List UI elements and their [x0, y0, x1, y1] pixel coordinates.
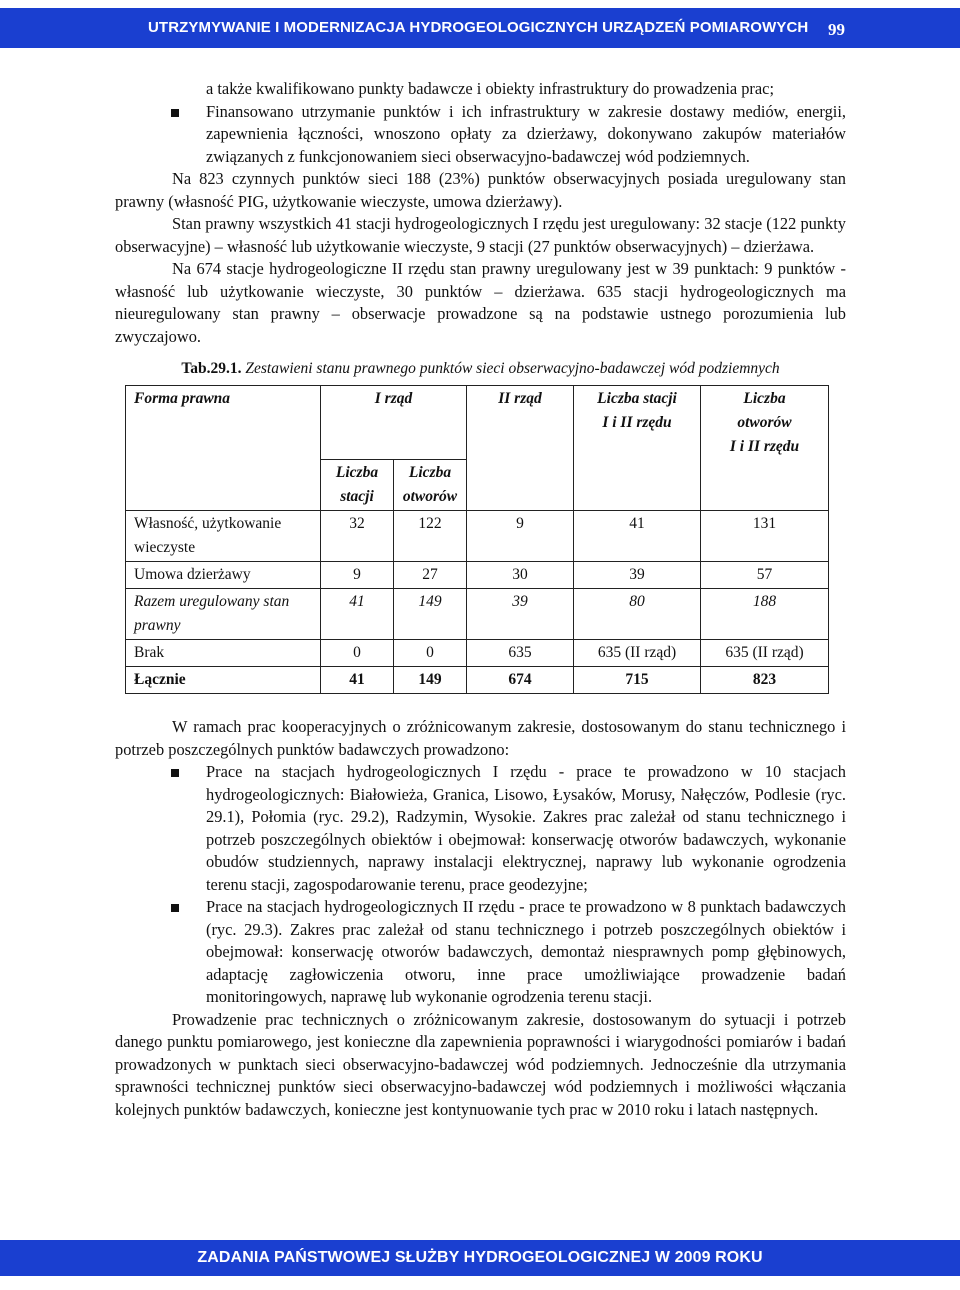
cell: 39: [467, 589, 574, 640]
table-caption-text: Zestawieni stanu prawnego punktów sieci obserwacyjno-badawczej wód podziemnych: [241, 360, 780, 377]
cell: 41: [574, 511, 701, 562]
legal-status-table: [125, 385, 829, 695]
table-row: [126, 511, 829, 562]
paragraph: Prowadzenie prac technicznych o zróżnicowanym zakresie, dostosowanym do sytuacji i potrzeb danego punktu pomiarowego, jest konieczne dla zapewnienia poprawności i wiarygodności pomiarów i badań prowadzonych w punktach sieci obserwacyjno-badawczej wód podziemnych. Jednocześnie dla utrzymania sprawności technicznej punktów sieci obserwacyjno-badawczej wód podziemnych i możliwości włączania kolejnych punktów badawczych, konieczne jest kontynuowanie tych prac w 2010 roku i latach następnych.: [115, 1009, 846, 1119]
header-title: UTRZYMYWANIE I MODERNIZACJA HYDROGEOLOGICZNYCH URZĄDZEŃ POMIAROWYCH: [148, 19, 809, 36]
cell: 57: [701, 562, 829, 589]
paragraph-continuation: a także kwalifikowano punkty badawcze i obiekty infrastruktury do prowadzenia prac;: [206, 79, 774, 98]
cell: 635 (II rząd): [574, 640, 701, 667]
paragraph: Na 674 stacje hydrogeologiczne II rzędu stan prawny uregulowany jest w 39 punktach: 9 punktów - własność lub użytkowanie wieczyste, 30 punktów – dzierżawa. 635 stacji hydrogeologicznych ma nieuregulowany stan prawny – obserwacje prowadzone są na podstawie ustnego porozumienia lub zwyczajowo.: [115, 259, 846, 346]
table-total-row: [126, 667, 829, 694]
cell: 0: [321, 640, 394, 667]
cell: 131: [701, 511, 829, 562]
cell: 635 (II rząd): [701, 640, 829, 667]
cell: 823: [701, 667, 829, 694]
bullet-square-icon: [171, 769, 179, 777]
table-row: [126, 562, 829, 589]
bullet-square-icon: [171, 904, 179, 912]
bullet-item: [115, 761, 846, 896]
cell: 9: [321, 562, 394, 589]
header-otworow-filler: [701, 460, 829, 511]
header-forma: Forma prawna: [126, 385, 321, 460]
bullet-text: Finansowano utrzymanie punktów i ich infrastruktury w zakresie dostawy mediów, energii, zapewnienia łączności, wnoszono opłaty za dzierżawy, dokonywano zakupów materiałów związanych z funkcjonowaniem sieci obserwacyjno-badawczej wód podziemnych.: [206, 101, 846, 166]
header-stacji: Liczba stacji I i II rzędu: [574, 385, 701, 460]
cell: 188: [701, 589, 829, 640]
cell: 41: [321, 589, 394, 640]
header-otworow: Liczba otworów I i II rzędu: [701, 385, 829, 460]
cell: 27: [394, 562, 467, 589]
page-content: [115, 78, 846, 1121]
subheader-stacji: Liczba stacji: [321, 460, 394, 511]
footer-title: ZADANIA PAŃSTWOWEJ SŁUŻBY HYDROGEOLOGICZNEJ W 2009 ROKU: [197, 1249, 763, 1266]
footer-band: [0, 1240, 960, 1276]
row-label: Razem uregulowany stan prawny: [126, 589, 321, 640]
cell: 149: [394, 589, 467, 640]
cell: 9: [467, 511, 574, 562]
header-stacji-filler: [574, 460, 701, 511]
table-caption-label: Tab.29.1.: [181, 360, 242, 377]
cell: 80: [574, 589, 701, 640]
header-forma-filler: [126, 460, 321, 511]
cell: 715: [574, 667, 701, 694]
row-label: Brak: [126, 640, 321, 667]
row-label: Umowa dzierżawy: [126, 562, 321, 589]
paragraph: Stan prawny wszystkich 41 stacji hydrogeologicznych I rzędu jest uregulowany: 32 stacje (122 punkty obserwacyjne) – własność lub użytkowanie wieczyste, 9 stacji (27 punktów obserwacyjnych) – dzierżawa.: [115, 214, 846, 256]
row-label: Własność, użytkowanie wieczyste: [126, 511, 321, 562]
cell: 32: [321, 511, 394, 562]
header-rzad1: I rząd: [321, 385, 467, 460]
cell: 30: [467, 562, 574, 589]
table-header-row: [126, 385, 829, 460]
paragraph: W ramach prac kooperacyjnych o zróżnicowanym zakresie, dostosowanym do stanu technicznego i potrzeb poszczególnych punktów badawczych prowadzono:: [115, 717, 846, 759]
page-number: 99: [828, 20, 845, 39]
header-band: [0, 8, 960, 48]
bullet-square-icon: [171, 109, 179, 117]
subheader-otworow: Liczba otworów: [394, 460, 467, 511]
table-row: [126, 589, 829, 640]
bullet-text: Prace na stacjach hydrogeologicznych I rzędu - prace te prowadzono w 10 stacjach hydrogeologicznych: Białowieża, Granica, Lisowo, Łysaków, Morusy, Nałęczów, Podlesie (ryc. 29.1), Połomia (ryc. 29.2), Radzymin, Wysokie. Zakres prac zależał od stanu technicznego i potrzeb poszczególnych obiektów i obejmował: konserwację otworów badawczych, wykonanie obudów studziennych, naprawy instalacji elektrycznej, naprawy lub wykonanie ogrodzenia terenu stacji, zagospodarowanie terenu, prace geodezyjne;: [206, 762, 846, 894]
cell: 122: [394, 511, 467, 562]
cell: 0: [394, 640, 467, 667]
row-label: Łącznie: [126, 667, 321, 694]
cell: 41: [321, 667, 394, 694]
paragraph: Na 823 czynnych punktów sieci 188 (23%) punktów obserwacyjnych posiada uregulowany stan prawny (własność PIG, użytkowanie wieczyste, umowa dzierżawy).: [115, 169, 846, 211]
header-rzad2: II rząd: [467, 385, 574, 460]
cell: 149: [394, 667, 467, 694]
table-caption: [115, 358, 846, 381]
bullet-item: [115, 896, 846, 1009]
cell: 39: [574, 562, 701, 589]
bullet-item: [115, 101, 846, 169]
table-subheader-row: [126, 460, 829, 511]
cell: 674: [467, 667, 574, 694]
bullet-text: Prace na stacjach hydrogeologicznych II rzędu - prace te prowadzono w 8 punktach badawczych (ryc. 29.3). Zakres prac zależał od stanu technicznego i potrzeb poszczególnych obiektów i obejmował: konserwację otworów badawczych, demontaż niesprawnych pomp głębinowych, adaptację zagłowiczenia otworu, inne prace umożliwiające prowadzenie badań monitoringowych, naprawę lub wykonanie ogrodzenia terenu stacji.: [206, 897, 846, 1006]
table-row: [126, 640, 829, 667]
cell: 635: [467, 640, 574, 667]
header-rzad2-filler: [467, 460, 574, 511]
